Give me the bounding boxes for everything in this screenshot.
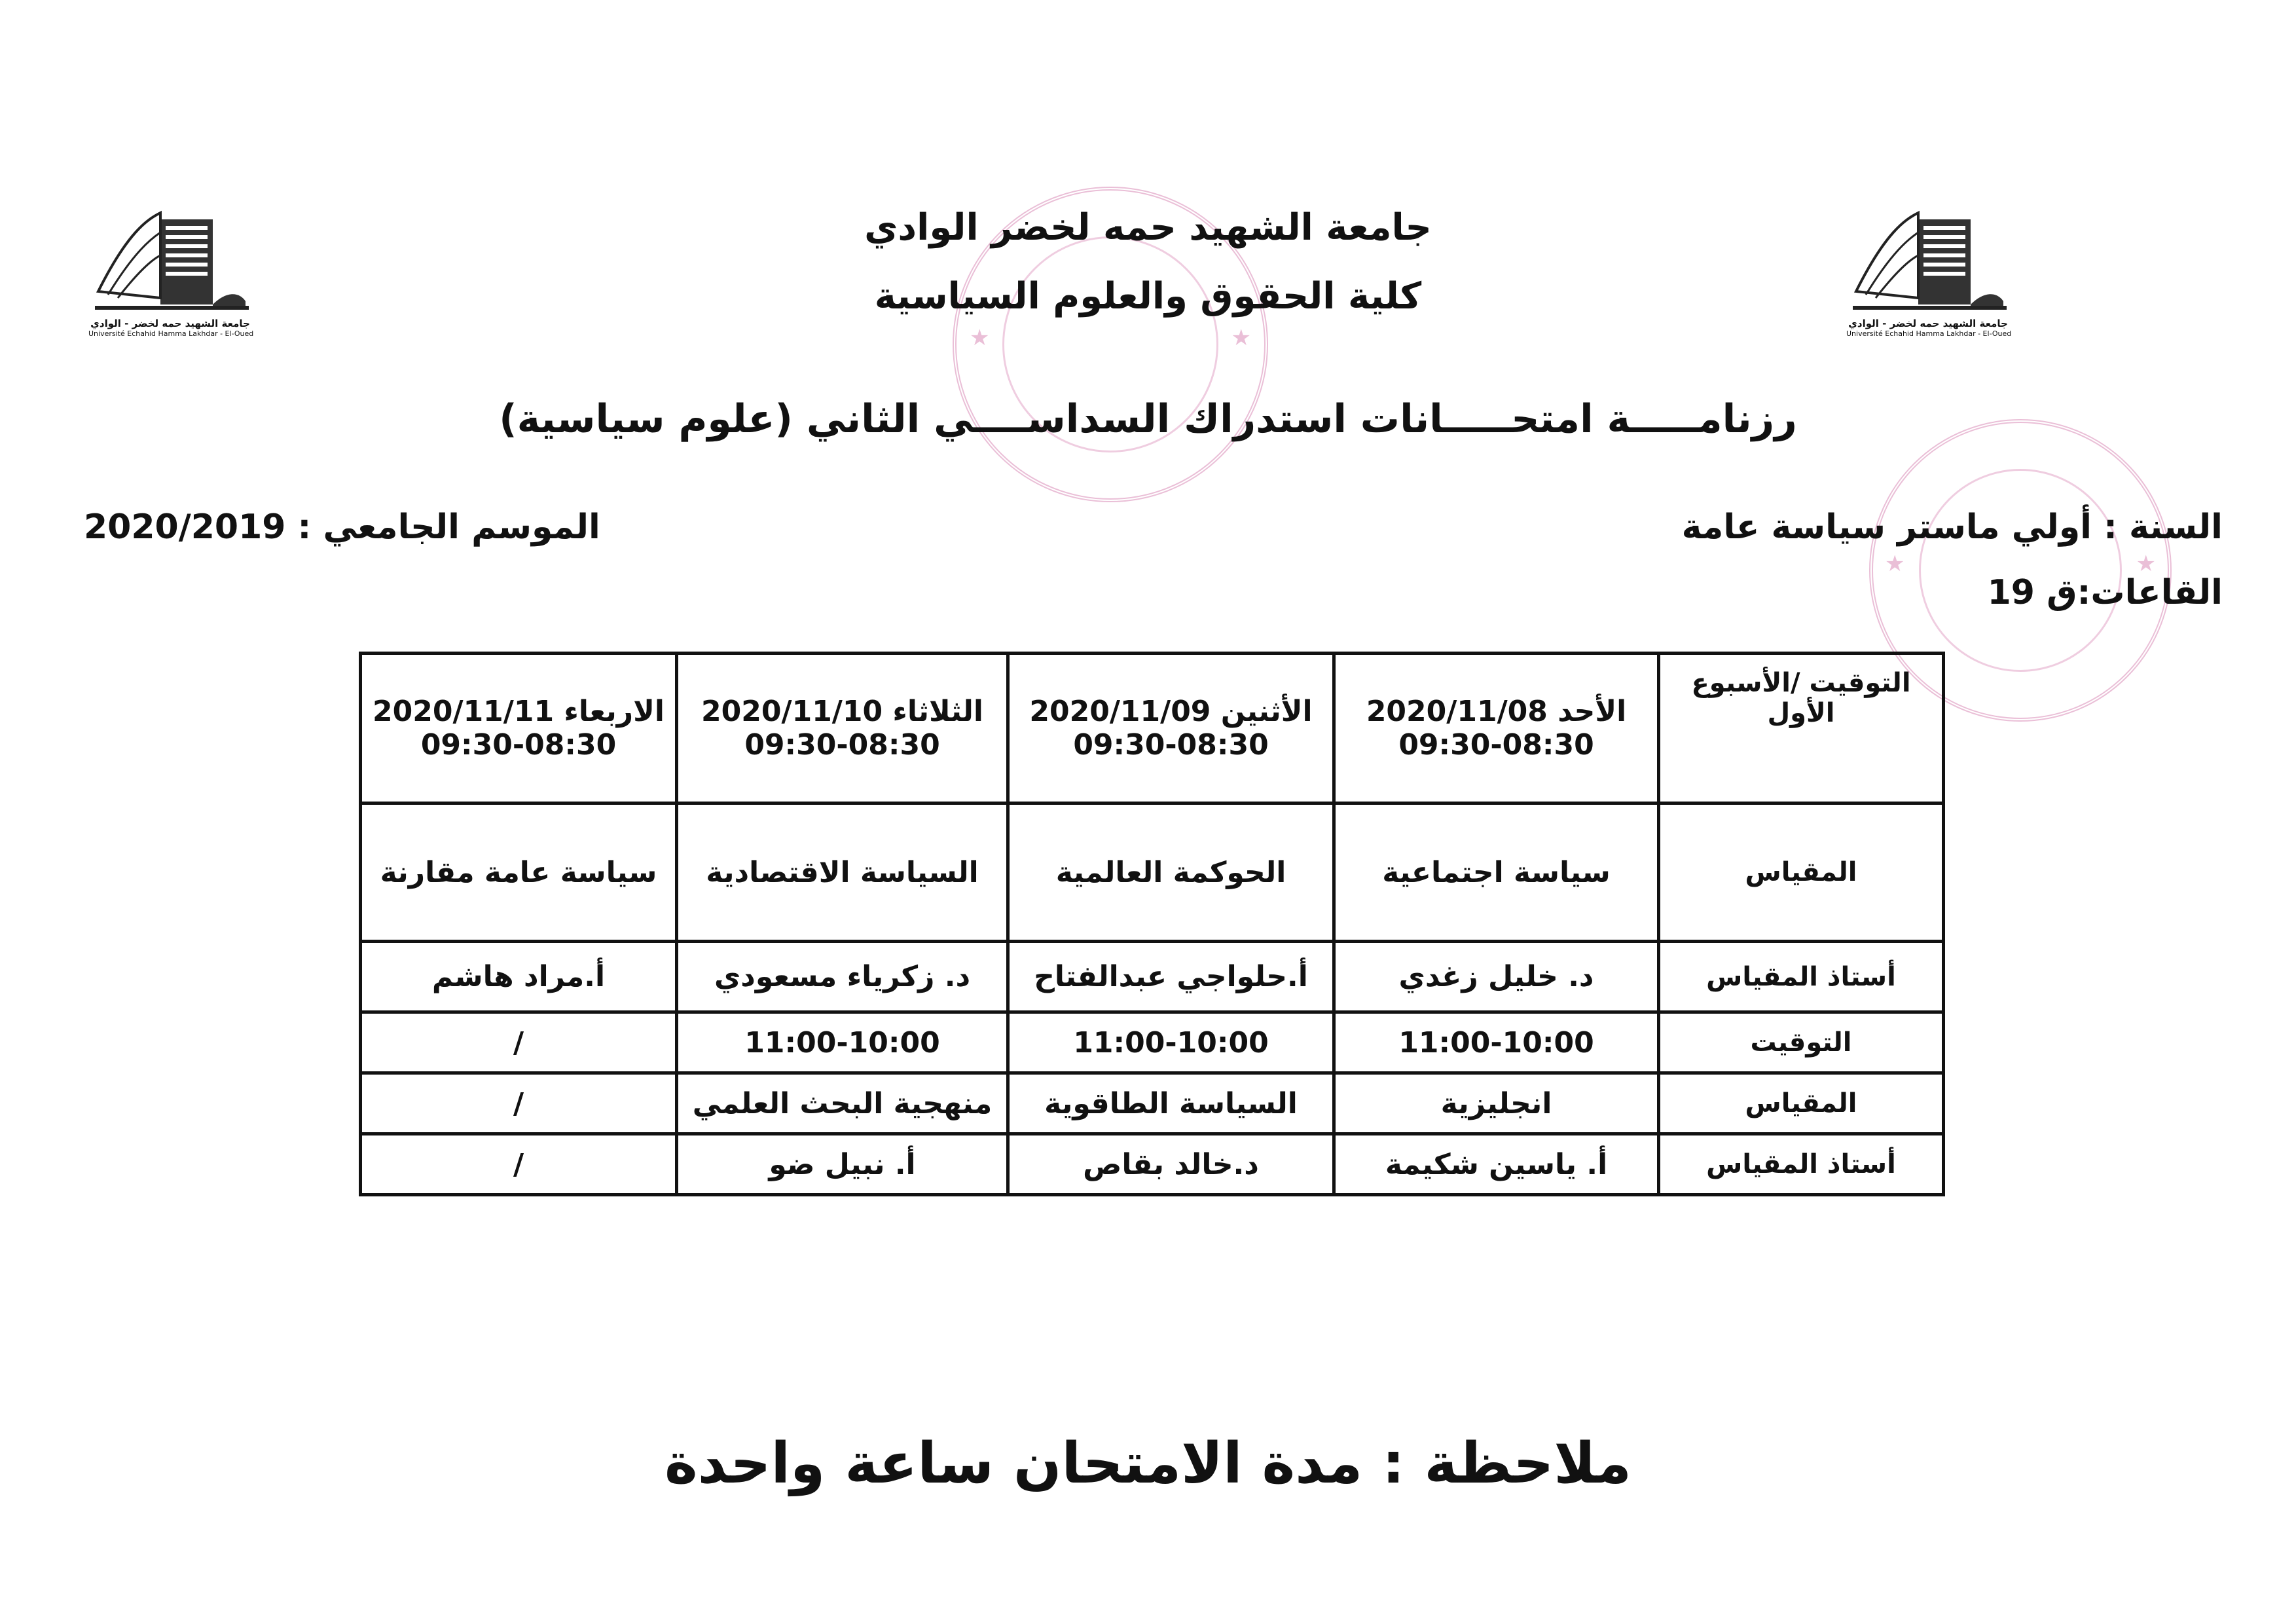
table-cell-time: / [361,1012,677,1073]
exam-rooms: القاعات:ق 19 [1987,573,2223,612]
time-slot: 09:30-08:30 [1073,728,1269,762]
row-label-professor: أستاذ المقياس [1659,942,1944,1012]
logo-caption-french: Université Echahid Hamma Lakhdar - El-Oued [1846,329,2012,338]
table-cell-subject: سياسة عامة مقارنة [361,803,677,942]
table-cell-time: 11:00-10:00 [1008,1012,1334,1073]
stamp-star-icon: ★ [1231,325,1251,351]
table-cell-subject: سياسة اجتماعية [1334,803,1659,942]
table-cell-professor: أ. نبيل ضو [677,1134,1008,1195]
table-cell-professor: د.خالد بقاص [1008,1134,1334,1195]
row-label-timing: التوقيت [1659,1012,1944,1073]
document-title: رزنامـــــة امتحـــــانات استدراك السداســــي الثاني (علوم سياسية) [499,396,1797,442]
table-cell-day-date [1008,654,1334,803]
table-row [361,1012,1944,1073]
day-date: الاربعاء 2020/11/11 [373,695,665,728]
time-slot: 09:30-08:30 [744,728,940,762]
table-cell-professor: / [361,1134,677,1195]
table-cell-professor: د. زكرياء مسعودي [677,942,1008,1012]
table-cell-subject: انجليزية [1334,1073,1659,1134]
academic-season: الموسم الجامعي : 2020/2019 [84,507,600,547]
logo-caption-arabic: جامعة الشهيد حمه لخضر - الوادي [1848,318,2008,329]
table-cell-day-date [361,654,677,803]
table-row [361,654,1944,803]
academic-year-level: السنة : أولي ماستر سياسة عامة [1681,507,2223,547]
table-cell-day-date [677,654,1008,803]
logo-caption-arabic: جامعة الشهيد حمه لخضر - الوادي [90,318,250,329]
stamp-star-icon: ★ [1885,551,1905,577]
exam-schedule-table [359,652,1945,1196]
table-cell-professor: أ.حلواجي عبدالفتاح [1008,942,1334,1012]
row-label-subject: المقياس [1659,803,1944,942]
logo-caption-french: Université Echahid Hamma Lakhdar - El-Oued [88,329,254,338]
day-date: الأحد 2020/11/08 [1366,695,1627,728]
table-cell-professor: أ.مراد هاشم [361,942,677,1012]
table-cell-professor: أ. ياسين شكيمة [1334,1134,1659,1195]
table-cell-time: 11:00-10:00 [677,1012,1008,1073]
table-cell-subject: السياسة الطاقوية [1008,1073,1334,1134]
exam-duration-note: ملاحظة : مدة الامتحان ساعة واحدة [665,1431,1631,1496]
row-label-professor: أستاذ المقياس [1659,1134,1944,1195]
table-cell-subject: / [361,1073,677,1134]
time-slot: 09:30-08:30 [420,728,617,762]
row-label-subject: المقياس [1659,1073,1944,1134]
stamp-star-icon: ★ [2136,551,2156,577]
university-name: جامعة الشهيد حمه لخضر الوادي [864,206,1432,249]
table-cell-subject: منهجية البحث العلمي [677,1073,1008,1134]
day-date: الأثنين 2020/11/09 [1029,695,1313,728]
table-cell-subject: الحوكمة العالمية [1008,803,1334,942]
table-row [361,1073,1944,1134]
table-cell-professor: د. خليل زغدي [1334,942,1659,1012]
table-row [361,1134,1944,1195]
table-row [361,942,1944,1012]
table-cell-time: 11:00-10:00 [1334,1012,1659,1073]
table-cell-day-date [1334,654,1659,803]
time-slot: 09:30-08:30 [1398,728,1594,762]
day-date: الثلاثاء 2020/11/10 [701,695,983,728]
row-label-timing-week: التوقيت /الأسبوع الأول [1659,654,1944,803]
stamp-star-icon: ★ [970,325,990,351]
table-row [361,803,1944,942]
table-cell-subject: السياسة الاقتصادية [677,803,1008,942]
faculty-name: كلية الحقوق والعلوم السياسية [874,275,1422,318]
